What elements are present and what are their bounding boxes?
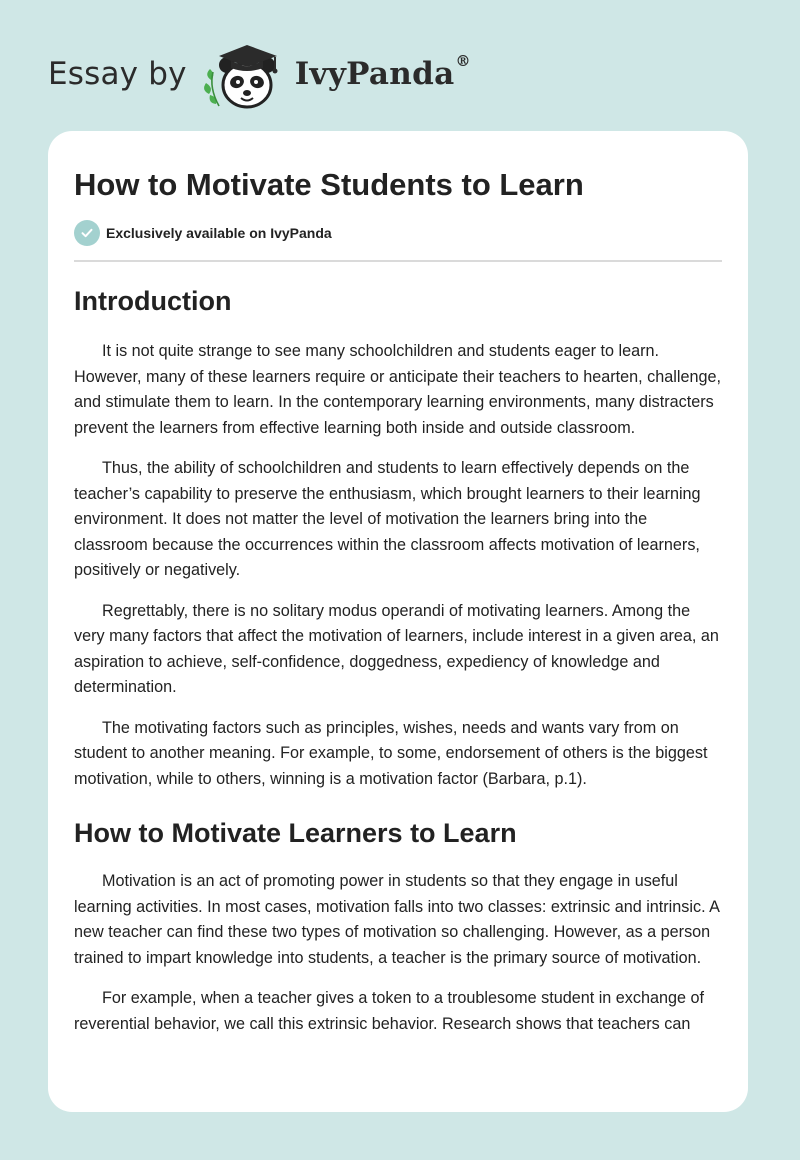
brand-name-text: IvyPanda	[294, 56, 455, 92]
registered-mark: ®	[455, 52, 471, 70]
divider	[74, 260, 722, 262]
exclusive-badge	[74, 220, 722, 246]
brand-prefix: Essay by	[48, 56, 187, 92]
paragraph: It is not quite strange to see many schoolchildren and students eager to learn. However, many of these learners require or anticipate their teachers to hearten, challenge, and stimulate them to learn. In the contemporary learning environments, many distracters prevent the learners from effective learning both inside and outside classroom.	[74, 342, 721, 437]
paragraph: Thus, the ability of schoolchildren and students to learn effectively depends on the teacher’s capability to preserve the enthusiasm, which brought learners to their learning environment. It does not matter the level of motivation the learners bring into the classroom because the occurrences within the classroom affects motivation of learners, positively or negatively.	[74, 459, 701, 579]
paragraph: Regrettably, there is no solitary modus operandi of motivating learners. Among the very many factors that affect the motivation of learners, include interest in a given area, an aspiration to achieve, self-confidence, doggedness, expediency of knowledge and determination.	[74, 601, 719, 696]
essay-card	[48, 131, 748, 1112]
section-introduction	[74, 284, 722, 792]
exclusive-badge-text: Exclusively available on IvyPanda	[106, 225, 332, 241]
paragraph: The motivating factors such as principles, wishes, needs and wants vary from on student to another meaning. For example, to some, endorsement of others is the biggest motivation, while to others, winning is a motivation factor (Barbara, p.1).	[74, 718, 708, 788]
brand-name	[294, 52, 471, 92]
paragraph: For example, when a teacher gives a token to a troublesome student in exchange of reverential behavior, we call this extrinsic behavior. Research shows that teachers can	[74, 989, 704, 1033]
brand-header[interactable]	[48, 34, 471, 114]
panda-graduate-icon	[201, 34, 291, 114]
check-circle-icon	[74, 220, 100, 246]
section-heading: Introduction	[74, 286, 232, 316]
section-heading: How to Motivate Learners to Learn	[74, 818, 517, 848]
page-title: How to Motivate Students to Learn	[74, 167, 584, 202]
paragraph: Motivation is an act of promoting power in students so that they engage in useful learning activities. In most cases, motivation falls into two classes: extrinsic and intrinsic. A new teacher can find these two types of motivation so challenging. However, as a person trained to impart knowledge into students, a teacher is the primary source of motivation.	[74, 872, 720, 967]
section-how-to-motivate	[74, 816, 722, 1037]
